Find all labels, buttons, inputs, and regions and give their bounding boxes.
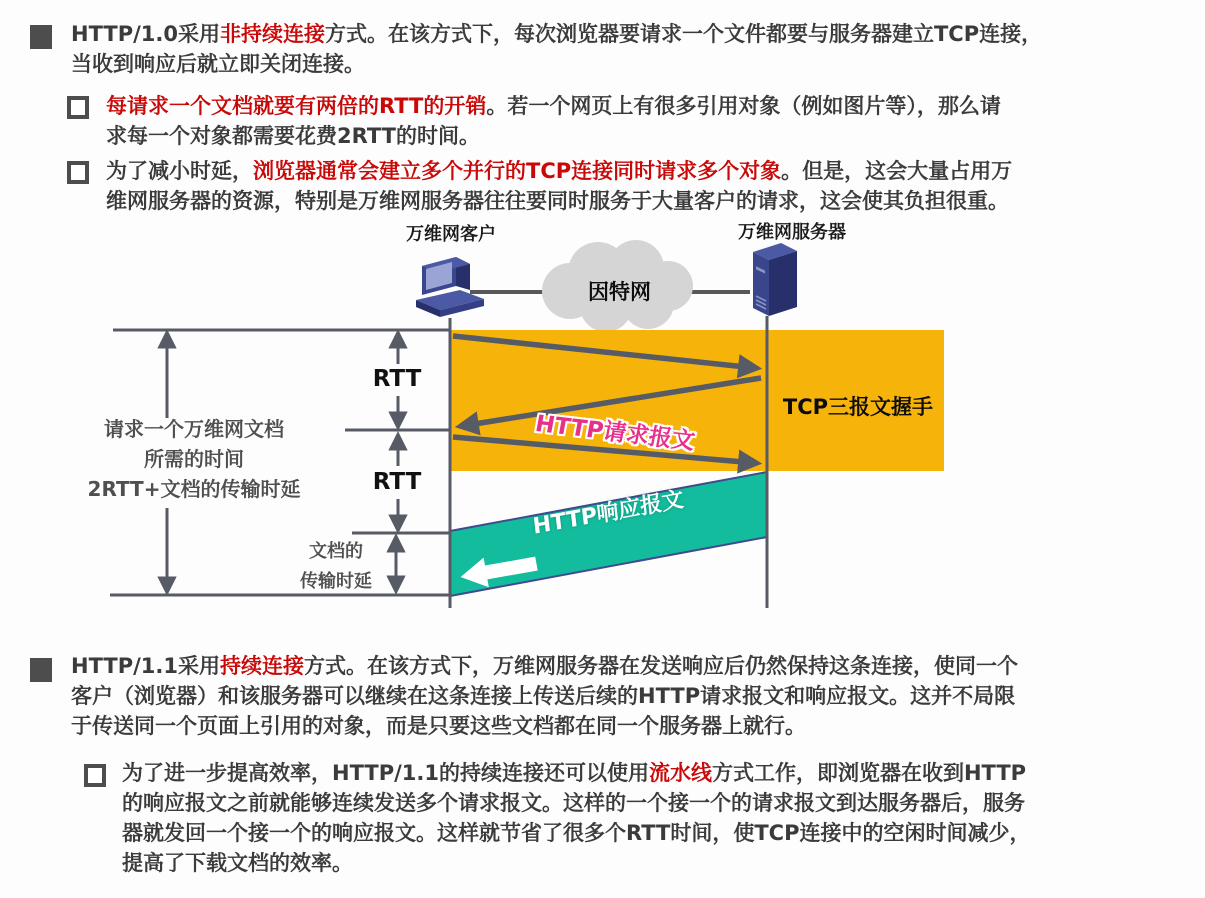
paragraph-http11: HTTP/1.1采用持续连接方式。在该方式下，万维网服务器在发送响应后仍然保持这条连接，使同一个 客户（浏览器）和该服务器可以继续在这条连接上传送后续的HTTP请求报文和响应报文。这并不局限 于传送同一个页面上引用的对象，而是只要这些文档都在同一个服务器上就行。	[71, 654, 1018, 738]
paragraph-2rtt-cost: 每请求一个文档就要有两倍的RTT的开销。若一个网页上有很多引用对象（例如图片等），那么请 求每一个对象都需要花费2RTT的时间。	[106, 94, 1001, 148]
http-request-label: HTTP请求报文	[533, 411, 697, 455]
doc-delay-label: 文档的 传输时延	[300, 541, 372, 592]
paragraph-http10: HTTP/1.0采用非持续连接方式。在该方式下，每次浏览器要请求一个文件都要与服务器建立TCP连接， 当收到响应后就立即关闭连接。	[71, 22, 1043, 76]
server-label: 万维网服务器	[738, 222, 846, 243]
client-label: 万维网客户	[406, 224, 496, 245]
internet-label: 因特网	[588, 280, 651, 304]
http-response-label: HTTP响应报文	[531, 487, 685, 540]
level1-bullet-icon	[30, 658, 52, 682]
rtt1-label: RTT	[372, 366, 422, 392]
rtt2-label: RTT	[372, 469, 422, 495]
client-computer-icon	[416, 257, 484, 317]
paragraph-pipelining: 为了进一步提高效率，HTTP/1.1的持续连接还可以使用流水线方式工作，即浏览器在收到HTTP 的响应报文之前就能够连续发送多个请求报文。这样的一个接一个的请求报文到达服务器后，服务 器就发回一个接一个的响应报文。这样就节省了很多个RTT时间，使TCP连接中的空闲时间减少， 提高了下载文档的效率。	[122, 761, 1031, 875]
level2-bullet-icon	[84, 764, 106, 787]
paragraph-parallel-tcp: 为了减小时延，浏览器通常会建立多个并行的TCP连接同时请求多个对象。但是，这会大量占用万 维网服务器的资源，特别是万维网服务器往往要同时服务于大量客户的请求，这会使其负担很重。	[106, 159, 1013, 213]
total-time-label: 请求一个万维网文档 所需的时间 2RTT+文档的传输时延	[87, 417, 301, 501]
server-icon	[753, 243, 797, 316]
tcp-handshake-label: TCP三报文握手	[782, 395, 934, 419]
